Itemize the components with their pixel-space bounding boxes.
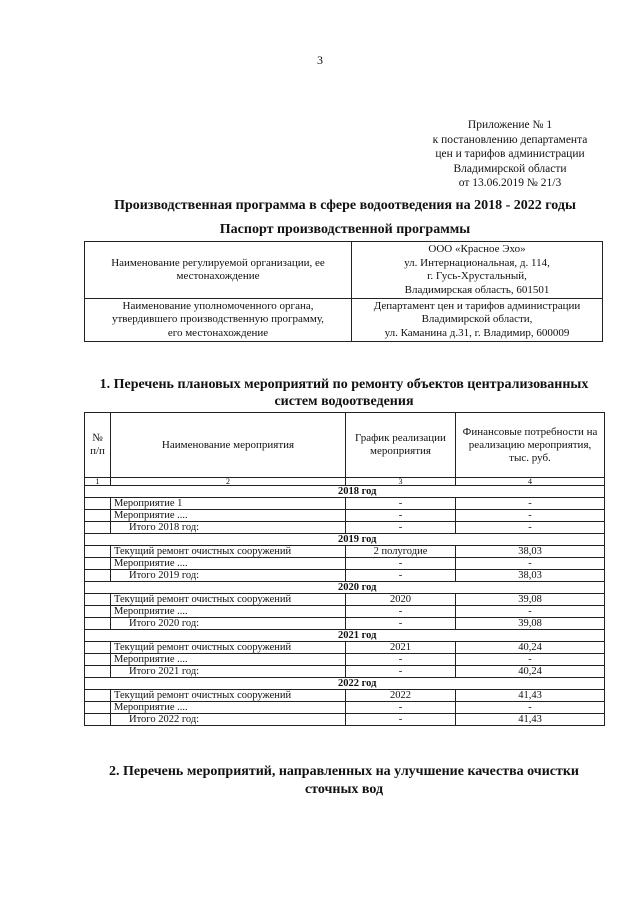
value-line: ул. Каманина д.31, г. Владимир, 600009 (384, 326, 570, 339)
measure-name: Мероприятие .... (111, 654, 346, 666)
schedule-cell: - (346, 714, 456, 726)
value-line: г. Гусь-Хрустальный, (427, 270, 527, 282)
cost-cell: 39,08 (456, 594, 605, 606)
total-row (85, 618, 605, 630)
schedule-cell: - (346, 498, 456, 510)
passport-value (352, 242, 603, 299)
year-heading: 2019 год (111, 534, 605, 546)
header-number: № п/п (85, 413, 111, 478)
number-cell (85, 666, 111, 678)
passport-value (352, 299, 603, 342)
table-row (85, 558, 605, 570)
appendix-line: от 13.06.2019 № 21/3 (458, 177, 562, 189)
schedule-cell: - (346, 654, 456, 666)
cost-cell: 38,03 (456, 546, 605, 558)
table-row (85, 546, 605, 558)
empty-cell (85, 630, 111, 642)
cost-cell: 41,43 (456, 714, 605, 726)
appendix-line: к постановлению департамента (432, 133, 588, 146)
empty-cell (85, 678, 111, 690)
value-line: Владимирская область, 601501 (404, 283, 550, 296)
measure-name: Мероприятие .... (111, 558, 346, 570)
measure-name: Мероприятие 1 (111, 498, 346, 510)
measures-table (84, 412, 605, 726)
number-cell (85, 594, 111, 606)
page-number: 3 (317, 53, 323, 67)
schedule-cell: - (346, 606, 456, 618)
cost-cell: 40,24 (456, 666, 605, 678)
appendix-note (400, 118, 620, 191)
number-cell (85, 702, 111, 714)
measure-name: Мероприятие .... (111, 606, 346, 618)
table-row (85, 702, 605, 714)
schedule-cell: - (346, 618, 456, 630)
value-line: Департамент цен и тарифов администрации (373, 299, 581, 312)
number-cell (85, 498, 111, 510)
measure-name: Текущий ремонт очистных сооружений (111, 594, 346, 606)
table-row (85, 510, 605, 522)
year-row (85, 582, 605, 594)
number-cell (85, 714, 111, 726)
table-row (85, 498, 605, 510)
measure-name: Мероприятие .... (111, 510, 346, 522)
label-line: утвердившего производственную программу, (111, 313, 324, 326)
appendix-line: Владимирской области (453, 162, 567, 175)
number-cell (85, 642, 111, 654)
schedule-cell: - (346, 558, 456, 570)
header-schedule: График реализации мероприятия (346, 413, 456, 478)
number-cell (85, 618, 111, 630)
passport-row (85, 242, 603, 299)
appendix-line: цен и тарифов администрации (435, 148, 585, 160)
number-cell (85, 546, 111, 558)
year-row (85, 678, 605, 690)
number-cell (85, 654, 111, 666)
number-cell (85, 606, 111, 618)
empty-cell (85, 534, 111, 546)
section-1-title: 1. Перечень плановых мероприятий по ремонту объектов централизованных систем водоотведения (99, 377, 589, 409)
document-subtitle: Паспорт производственной программы (219, 222, 471, 237)
total-row (85, 522, 605, 534)
passport-table (84, 241, 603, 342)
measure-name: Итого 2020 год: (111, 618, 346, 630)
total-row (85, 714, 605, 726)
number-cell (85, 558, 111, 570)
schedule-cell: - (346, 666, 456, 678)
year-heading: 2021 год (111, 630, 605, 642)
passport-label (85, 299, 352, 342)
measure-name: Итого 2022 год: (111, 714, 346, 726)
schedule-cell: 2021 (346, 642, 456, 654)
table-row (85, 606, 605, 618)
cost-cell: - (456, 654, 605, 666)
empty-cell (85, 582, 111, 594)
cost-cell: 40,24 (456, 642, 605, 654)
total-row (85, 666, 605, 678)
document-title: Производственная программа в сфере водоотведения на 2018 - 2022 годы (114, 198, 576, 213)
table-body (85, 486, 605, 726)
label-line: Наименование уполномоченного органа, (122, 299, 314, 312)
measure-name: Мероприятие .... (111, 702, 346, 714)
column-number: 1 (85, 478, 111, 486)
empty-cell (85, 486, 111, 498)
table-header-row (85, 413, 605, 478)
total-row (85, 570, 605, 582)
value-line: ул. Интернациональная, д. 114, (404, 256, 550, 269)
schedule-cell: 2020 (346, 594, 456, 606)
cost-cell: 38,03 (456, 570, 605, 582)
year-row (85, 486, 605, 498)
year-heading: 2022 год (111, 678, 605, 690)
column-number: 4 (456, 478, 605, 486)
cost-cell: - (456, 522, 605, 534)
schedule-cell: - (346, 570, 456, 582)
value-line: ООО «Красное Эхо» (428, 243, 526, 255)
cost-cell: 41,43 (456, 690, 605, 702)
year-row (85, 534, 605, 546)
column-number-row (85, 478, 605, 486)
label-line: его местонахождение (167, 326, 269, 339)
table-row (85, 594, 605, 606)
cost-cell: - (456, 558, 605, 570)
cost-cell: - (456, 606, 605, 618)
table-row (85, 690, 605, 702)
measure-name: Текущий ремонт очистных сооружений (111, 690, 346, 702)
cost-cell: - (456, 510, 605, 522)
value-line: Владимирской области, (421, 313, 533, 326)
number-cell (85, 570, 111, 582)
cost-cell: 39,08 (456, 618, 605, 630)
cost-cell: - (456, 702, 605, 714)
section-2-title: 2. Перечень мероприятий, направленных на улучшение качества очистки сточных вод (108, 764, 579, 797)
column-number: 3 (346, 478, 456, 486)
header-name: Наименование мероприятия (111, 413, 346, 478)
column-number: 2 (111, 478, 346, 486)
number-cell (85, 510, 111, 522)
passport-label: Наименование регулируемой организации, ее местонахождение (85, 242, 352, 299)
measure-name: Итого 2021 год: (111, 666, 346, 678)
measure-name: Текущий ремонт очистных сооружений (111, 642, 346, 654)
year-heading: 2020 год (111, 582, 605, 594)
measure-name: Текущий ремонт очистных сооружений (111, 546, 346, 558)
appendix-line: Приложение № 1 (467, 119, 553, 131)
table-row (85, 654, 605, 666)
year-heading: 2018 год (111, 486, 605, 498)
number-cell (85, 522, 111, 534)
number-cell (85, 690, 111, 702)
table-row (85, 642, 605, 654)
schedule-cell: 2 полугодие (346, 546, 456, 558)
schedule-cell: - (346, 702, 456, 714)
schedule-cell: - (346, 510, 456, 522)
measure-name: Итого 2019 год: (111, 570, 346, 582)
schedule-cell: - (346, 522, 456, 534)
year-row (85, 630, 605, 642)
measure-name: Итого 2018 год: (111, 522, 346, 534)
passport-row (85, 299, 603, 342)
schedule-cell: 2022 (346, 690, 456, 702)
cost-cell: - (456, 498, 605, 510)
header-cost: Финансовые потребности на реализацию мероприятия, тыс. руб. (456, 413, 605, 478)
